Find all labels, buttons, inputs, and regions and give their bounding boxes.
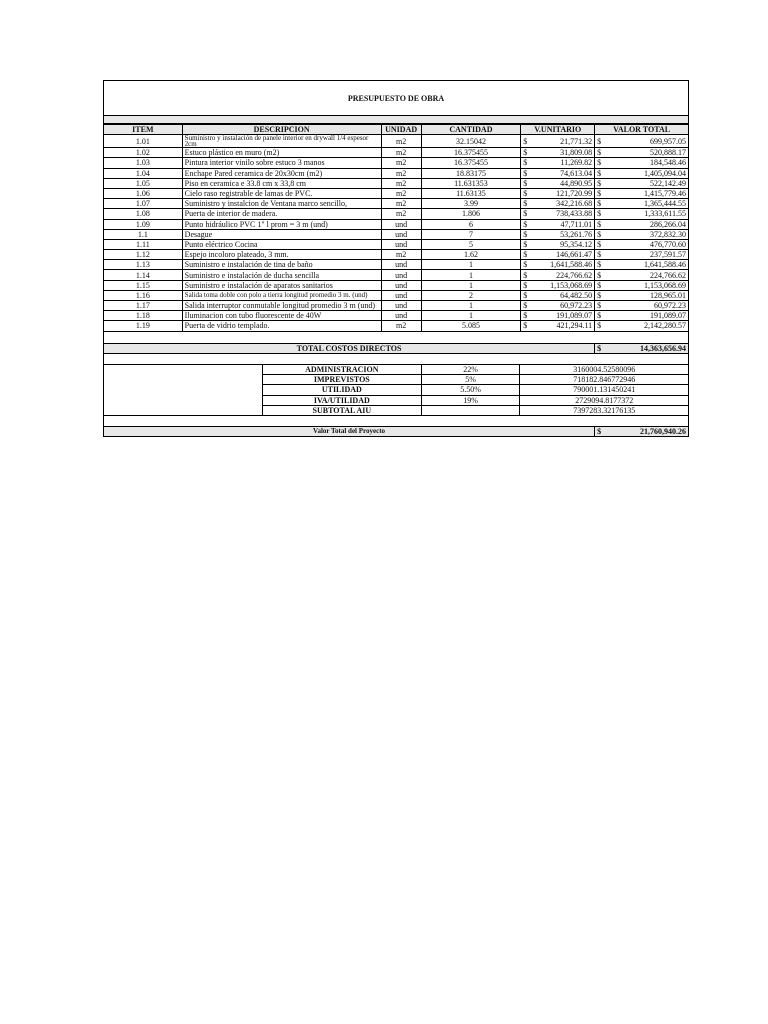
unit-price-value: 53,261.76	[560, 229, 593, 239]
item-quantity: 2	[421, 290, 521, 300]
total-value: 128,965.01	[650, 290, 686, 300]
table-row	[104, 135, 689, 148]
item-unit-price	[521, 148, 595, 158]
unit-price-value: 21,771.32	[560, 136, 593, 146]
unit-price-value: 421,294.11	[556, 321, 593, 331]
currency-symbol: $	[523, 209, 528, 219]
item-unit: m2	[381, 178, 421, 188]
item-quantity: 5.085	[421, 321, 521, 331]
item-unit-price	[521, 260, 595, 270]
table-row	[104, 260, 689, 270]
valor-total-row	[104, 427, 689, 437]
item-description: Piso en ceramica e 33.8 cm x 33,8 cm	[182, 178, 381, 188]
item-description: Iluminacion con tubo fluorescente de 40W	[182, 311, 381, 321]
item-unit-price	[521, 178, 595, 188]
table-row	[104, 168, 689, 178]
currency-symbol: $	[597, 301, 602, 311]
item-total	[595, 260, 689, 270]
item-unit: und	[381, 311, 421, 321]
item-code: 1.17	[104, 301, 183, 311]
table-row	[104, 178, 689, 188]
unit-price-value: 342,216.68	[556, 199, 593, 209]
unit-price-value: 738,433.88	[556, 209, 593, 219]
header-item: ITEM	[104, 125, 183, 135]
currency-symbol: $	[597, 148, 602, 158]
item-quantity: 18.83175	[421, 168, 521, 178]
item-unit: und	[381, 270, 421, 280]
unit-price-value: 60,972.23	[560, 301, 593, 311]
item-unit-price	[521, 135, 595, 148]
header-vunitario: V.UNITARIO	[521, 125, 595, 135]
item-unit-price	[521, 250, 595, 260]
currency-symbol: $	[597, 168, 602, 178]
aiu-percent: 5.50%	[421, 385, 520, 395]
unit-price-value: 74,613.04	[560, 168, 593, 178]
total-value: 184,548.46	[650, 158, 686, 168]
item-unit: m2	[381, 321, 421, 331]
item-total	[595, 290, 689, 300]
total-value: 1,415,779.46	[644, 189, 686, 199]
unit-price-value: 1,153,068.69	[550, 280, 593, 290]
item-total	[595, 168, 689, 178]
aiu-percent: 19%	[421, 395, 520, 405]
item-description: Cielo raso registrable de lamas de PVC.	[182, 188, 381, 198]
table-row	[104, 311, 689, 321]
item-total	[595, 219, 689, 229]
aiu-row	[263, 405, 689, 415]
item-unit: und	[381, 229, 421, 239]
currency-symbol: $	[597, 270, 602, 280]
total-value: 520,888.17	[650, 148, 686, 158]
aiu-value: 790001.131450241	[520, 385, 689, 395]
item-total	[595, 148, 689, 158]
total-value: 286,266.04	[650, 219, 686, 229]
item-total	[595, 250, 689, 260]
total-value: 1,641,588.46	[644, 260, 686, 270]
table-header-row	[104, 125, 689, 135]
item-description: Suministro y instalación de panele interior en drywall 1/4 espesor 2cm	[182, 135, 381, 148]
total-value: 237,591.57	[650, 250, 686, 260]
currency-symbol: $	[523, 219, 528, 229]
total-value: 60,972.23	[654, 301, 686, 311]
currency-symbol: $	[597, 290, 602, 300]
header-descripcion: DESCRIPCION	[182, 125, 381, 135]
item-unit: und	[381, 260, 421, 270]
item-quantity: 1	[421, 301, 521, 311]
aiu-label: IVA/UTILIDAD	[263, 395, 422, 405]
aiu-table	[262, 364, 689, 416]
item-unit-price	[521, 168, 595, 178]
item-total	[595, 178, 689, 188]
header-cantidad: CANTIDAD	[421, 125, 521, 135]
item-code: 1.08	[104, 209, 183, 219]
item-unit: und	[381, 290, 421, 300]
item-description: Pintura interior vinilo sobre estuco 3 manos	[182, 158, 381, 168]
valor-total-cell	[595, 427, 689, 437]
currency-symbol: $	[597, 250, 602, 260]
currency-symbol: $	[597, 239, 602, 249]
item-unit-price	[521, 280, 595, 290]
item-total	[595, 158, 689, 168]
currency-symbol: $	[523, 290, 528, 300]
item-code: 1.06	[104, 188, 183, 198]
item-unit-price	[521, 199, 595, 209]
item-description: Punto hidráulico PVC 1" l prom = 3 m (und)	[182, 219, 381, 229]
currency-symbol: $	[523, 136, 528, 146]
currency-symbol: $	[597, 209, 602, 219]
table-row	[104, 158, 689, 168]
item-unit: m2	[381, 148, 421, 158]
currency-symbol: $	[523, 158, 528, 168]
item-quantity: 11.63135	[421, 188, 521, 198]
currency-symbol: $	[523, 260, 528, 270]
currency-symbol: $	[523, 229, 528, 239]
currency-symbol: $	[597, 321, 602, 331]
total-value: 372,832.30	[650, 229, 686, 239]
total-directos-value: 14,363,656.94	[640, 344, 686, 354]
table-row	[104, 229, 689, 239]
item-code: 1.09	[104, 219, 183, 229]
items-body	[104, 135, 689, 331]
item-code: 1.14	[104, 270, 183, 280]
item-description: Desague	[182, 229, 381, 239]
unit-price-value: 146,661.47	[556, 250, 593, 260]
item-quantity: 5	[421, 239, 521, 249]
currency-symbol: $	[597, 344, 602, 354]
currency-symbol: $	[523, 280, 528, 290]
aiu-label: SUBTOTAL AIU	[263, 405, 422, 415]
currency-symbol: $	[597, 260, 602, 270]
total-value: 476,770.60	[650, 239, 686, 249]
item-unit: m2	[381, 250, 421, 260]
header-unidad: UNIDAD	[381, 125, 421, 135]
currency-symbol: $	[597, 229, 602, 239]
currency-symbol: $	[523, 250, 528, 260]
item-unit-price	[521, 239, 595, 249]
table-row	[104, 148, 689, 158]
currency-symbol: $	[523, 321, 528, 331]
item-code: 1.13	[104, 260, 183, 270]
item-description: Suministro e instalación de aparatos sanitarios	[182, 280, 381, 290]
currency-symbol: $	[597, 178, 602, 188]
unit-price-value: 224,766.62	[556, 270, 593, 280]
item-quantity: 1	[421, 280, 521, 290]
aiu-value: 718182.846772946	[520, 375, 689, 385]
total-directos-table	[103, 343, 689, 354]
currency-symbol: $	[523, 148, 528, 158]
item-quantity: 1.62	[421, 250, 521, 260]
item-quantity: 1	[421, 311, 521, 321]
total-value: 1,333,611.55	[644, 209, 686, 219]
valor-total-table	[103, 426, 689, 437]
total-directos-label: TOTAL COSTOS DIRECTOS	[104, 344, 595, 354]
item-unit: m2	[381, 199, 421, 209]
total-value: 2,142,280.57	[644, 321, 686, 331]
total-value: 1,405,094.04	[644, 168, 686, 178]
budget-sheet	[103, 80, 689, 437]
item-total	[595, 270, 689, 280]
item-unit-price	[521, 219, 595, 229]
aiu-percent	[421, 405, 520, 415]
item-total	[595, 301, 689, 311]
currency-symbol: $	[597, 219, 602, 229]
item-description: Punto eléctrico Cocina	[182, 239, 381, 249]
item-code: 1.04	[104, 168, 183, 178]
item-quantity: 1	[421, 270, 521, 280]
currency-symbol: $	[523, 270, 528, 280]
item-unit-price	[521, 290, 595, 300]
unit-price-value: 64,482.50	[560, 290, 593, 300]
item-description: Salida toma doble con polo a tierra longitud promedio 3 m. (und)	[182, 290, 381, 300]
total-value: 1,153,068.69	[644, 280, 686, 290]
item-unit: und	[381, 239, 421, 249]
total-directos-row	[104, 344, 689, 354]
aiu-percent: 22%	[421, 365, 520, 375]
title-separator-band	[104, 115, 688, 124]
items-table	[103, 124, 689, 332]
item-description: Suministro e instalación de ducha sencilla	[182, 270, 381, 280]
item-quantity: 6	[421, 219, 521, 229]
item-code: 1.1	[104, 229, 183, 239]
item-description: Suministro y instalcion de Ventana marco sencillo,	[182, 199, 381, 209]
total-value: 522,142.49	[650, 178, 686, 188]
item-description: Salida interruptor conmutable longitud promedio 3 m (und)	[182, 301, 381, 311]
currency-symbol: $	[523, 178, 528, 188]
total-value: 699,957.05	[650, 136, 686, 146]
item-code: 1.18	[104, 311, 183, 321]
item-unit: und	[381, 301, 421, 311]
total-value: 1,365,444.55	[644, 199, 686, 209]
item-total	[595, 135, 689, 148]
item-unit-price	[521, 270, 595, 280]
aiu-label: ADMINISTRACION	[263, 365, 422, 375]
total-value: 224,766.62	[650, 270, 686, 280]
table-row	[104, 239, 689, 249]
item-code: 1.15	[104, 280, 183, 290]
currency-symbol: $	[523, 199, 528, 209]
aiu-row	[263, 375, 689, 385]
item-description: Suministro e instalación de tina de baño	[182, 260, 381, 270]
currency-symbol: $	[597, 280, 602, 290]
header-valortotal: VALOR TOTAL	[595, 125, 689, 135]
item-code: 1.05	[104, 178, 183, 188]
item-total	[595, 199, 689, 209]
item-code: 1.11	[104, 239, 183, 249]
currency-symbol: $	[523, 189, 528, 199]
item-quantity: 11.631353	[421, 178, 521, 188]
table-row	[104, 188, 689, 198]
item-code: 1.01	[104, 135, 183, 148]
item-unit-price	[521, 158, 595, 168]
table-row	[104, 219, 689, 229]
item-total	[595, 239, 689, 249]
unit-price-value: 11,269.82	[560, 158, 593, 168]
table-row	[104, 301, 689, 311]
total-value: 191,089.07	[650, 311, 686, 321]
sheet-title: PRESUPUESTO DE OBRA	[347, 93, 445, 103]
item-code: 1.19	[104, 321, 183, 331]
item-description: Puerta de vidrio templado.	[182, 321, 381, 331]
item-code: 1.07	[104, 199, 183, 209]
item-unit-price	[521, 188, 595, 198]
item-unit: m2	[381, 168, 421, 178]
table-row	[104, 250, 689, 260]
unit-price-value: 121,720.99	[556, 189, 593, 199]
currency-symbol: $	[523, 239, 528, 249]
item-quantity: 7	[421, 229, 521, 239]
unit-price-value: 44,890.95	[560, 178, 593, 188]
unit-price-value: 1,641,588.46	[550, 260, 593, 270]
item-total	[595, 311, 689, 321]
currency-symbol: $	[597, 427, 602, 437]
unit-price-value: 191,089.07	[556, 311, 593, 321]
item-total	[595, 209, 689, 219]
aiu-row	[263, 365, 689, 375]
unit-price-value: 95,354.12	[560, 239, 593, 249]
item-total	[595, 321, 689, 331]
aiu-value: 2729094.8177372	[520, 395, 689, 405]
item-description: Estuco plástico en muro (m2)	[182, 148, 381, 158]
item-unit-price	[521, 301, 595, 311]
item-unit-price	[521, 229, 595, 239]
item-code: 1.12	[104, 250, 183, 260]
currency-symbol: $	[523, 301, 528, 311]
item-unit-price	[521, 321, 595, 331]
aiu-row	[263, 385, 689, 395]
aiu-value: 3160004.52580096	[520, 365, 689, 375]
table-row	[104, 270, 689, 280]
item-code: 1.03	[104, 158, 183, 168]
unit-price-value: 47,711.01	[560, 219, 593, 229]
aiu-row	[263, 395, 689, 405]
aiu-label: UTILIDAD	[263, 385, 422, 395]
item-code: 1.02	[104, 148, 183, 158]
aiu-body	[263, 365, 689, 416]
aiu-percent: 5%	[421, 375, 520, 385]
currency-symbol: $	[523, 168, 528, 178]
item-quantity: 16.375455	[421, 158, 521, 168]
table-row	[104, 209, 689, 219]
valor-total-value: 21,760,940.26	[640, 427, 686, 437]
item-quantity: 1	[421, 260, 521, 270]
item-quantity: 1.806	[421, 209, 521, 219]
item-description: Espejo incoloro plateado, 3 mm.	[182, 250, 381, 260]
currency-symbol: $	[597, 158, 602, 168]
currency-symbol: $	[597, 136, 602, 146]
item-unit: m2	[381, 188, 421, 198]
table-row	[104, 199, 689, 209]
item-unit: m2	[381, 209, 421, 219]
currency-symbol: $	[597, 311, 602, 321]
unit-price-value: 31,809.08	[560, 148, 593, 158]
item-quantity: 16.375455	[421, 148, 521, 158]
valor-total-label: Valor Total del Proyecto	[104, 427, 595, 437]
item-total	[595, 188, 689, 198]
item-total	[595, 229, 689, 239]
item-unit-price	[521, 209, 595, 219]
table-row	[104, 321, 689, 331]
currency-symbol: $	[597, 189, 602, 199]
item-unit-price	[521, 311, 595, 321]
table-row	[104, 290, 689, 300]
currency-symbol: $	[523, 311, 528, 321]
item-unit: und	[381, 219, 421, 229]
item-quantity: 3.99	[421, 199, 521, 209]
aiu-value: 7397283.32176135	[520, 405, 689, 415]
currency-symbol: $	[597, 199, 602, 209]
item-description: Enchape Pared ceramica de 20x30cm (m2)	[182, 168, 381, 178]
table-row	[104, 280, 689, 290]
item-unit: m2	[381, 158, 421, 168]
item-quantity: 32.15042	[421, 135, 521, 148]
aiu-blank-cell	[103, 364, 263, 416]
aiu-label: IMPREVISTOS	[263, 375, 422, 385]
item-code: 1.16	[104, 290, 183, 300]
item-unit: und	[381, 280, 421, 290]
item-total	[595, 280, 689, 290]
item-description: Puerta de interior de madera.	[182, 209, 381, 219]
item-unit: m2	[381, 135, 421, 148]
total-directos-cell	[595, 344, 689, 354]
